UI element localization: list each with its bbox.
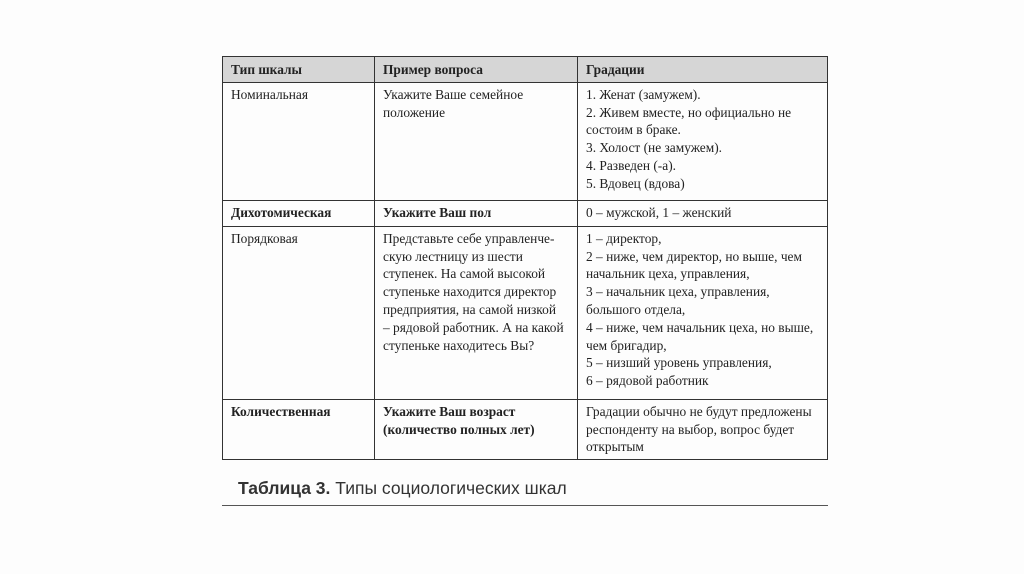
gradation-line: респонденту на выбор, вопрос будет: [586, 421, 795, 437]
scale-types-table: [222, 56, 828, 460]
gradation-line: 0 – мужской, 1 – женский: [586, 204, 732, 220]
gradation-line: 5 – низший уровень управления,: [586, 355, 772, 371]
gradation-line: 3 – начальник цеха, управления,: [586, 284, 770, 300]
scale-type-cell: Порядковая: [223, 226, 375, 399]
table-row: [223, 226, 828, 399]
question-line: Представьте себе управленче-: [383, 230, 555, 246]
question-line: ступенек. На самой высокой: [383, 266, 546, 282]
question-line: ступеньке находится директор: [383, 284, 557, 300]
question-cell: [375, 226, 578, 399]
caption-label: Таблица 3.: [238, 478, 331, 498]
header-scale-type: Тип шкалы: [223, 57, 375, 83]
gradations-cell: [578, 226, 828, 399]
question-line: (количество полных лет): [383, 421, 535, 437]
question-cell: [375, 399, 578, 459]
question-line: Укажите Ваше семейное: [383, 86, 524, 102]
table-row: [223, 82, 828, 200]
header-question-example: Пример вопроса: [375, 57, 578, 83]
gradations-cell: [578, 399, 828, 459]
gradation-line: начальник цеха, управления,: [586, 266, 750, 282]
question-cell: [375, 200, 578, 226]
gradation-line: состоим в браке.: [586, 122, 681, 138]
question-cell: [375, 82, 578, 200]
gradation-line: 5. Вдовец (вдова): [586, 175, 685, 191]
table-caption: [238, 478, 567, 499]
gradation-line: 1. Женат (замужем).: [586, 86, 701, 102]
table-row: [223, 200, 828, 226]
gradation-line: чем бригадир,: [586, 337, 667, 353]
question-line: скую лестницу из шести: [383, 248, 523, 264]
gradation-line: 3. Холост (не замужем).: [586, 140, 723, 156]
question-line: положение: [383, 104, 446, 120]
header-gradations: Градации: [578, 57, 828, 83]
caption-text: Типы социологических шкал: [330, 478, 567, 498]
question-line: – рядовой работник. А на какой: [383, 319, 564, 335]
scale-type-cell: Количественная: [223, 399, 375, 459]
gradations-cell: [578, 82, 828, 200]
table-header-row: [223, 57, 828, 83]
gradation-line: 1 – директор,: [586, 230, 662, 246]
gradation-line: большого отдела,: [586, 301, 686, 317]
caption-underline: [222, 505, 828, 506]
gradation-line: 6 – рядовой работник: [586, 373, 709, 389]
gradation-line: 4. Разведен (-а).: [586, 157, 677, 173]
question-line: ступеньке находитесь Вы?: [383, 337, 535, 353]
table-row: [223, 399, 828, 459]
gradation-line: открытым: [586, 439, 644, 455]
gradation-line: 2 – ниже, чем директор, но выше, чем: [586, 248, 802, 264]
question-line: Укажите Ваш пол: [383, 204, 492, 220]
gradation-line: Градации обычно не будут предложены: [586, 403, 812, 419]
question-line: Укажите Ваш возраст: [383, 403, 516, 419]
scale-type-cell: Дихотомическая: [223, 200, 375, 226]
gradation-line: 4 – ниже, чем начальник цеха, но выше,: [586, 319, 814, 335]
question-line: предприятия, на самой низкой: [383, 301, 556, 317]
scale-type-cell: Номинальная: [223, 82, 375, 200]
gradation-line: 2. Живем вместе, но официально не: [586, 104, 792, 120]
gradations-cell: [578, 200, 828, 226]
